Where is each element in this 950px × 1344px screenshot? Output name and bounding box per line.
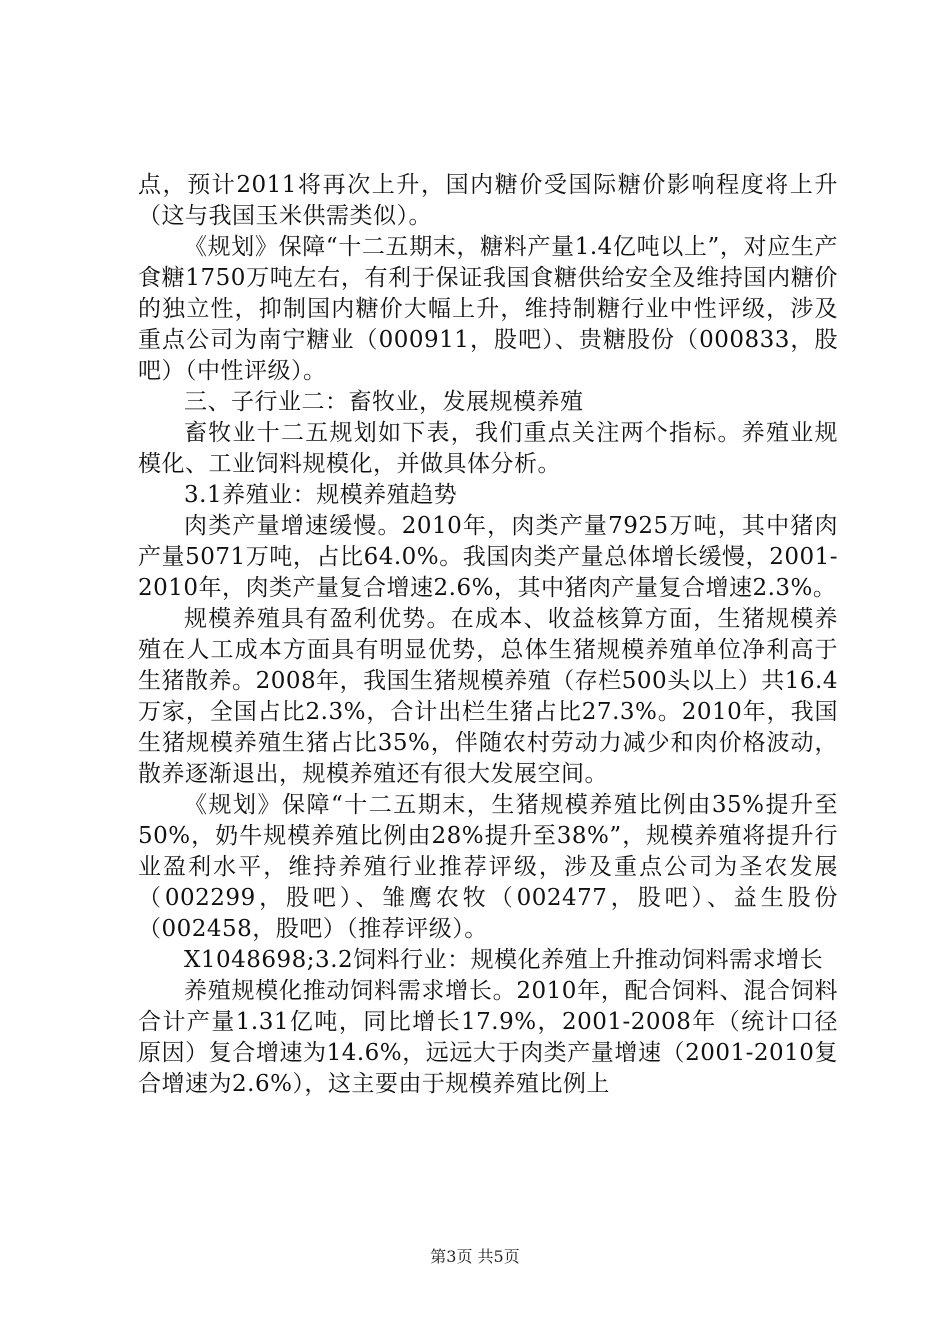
paragraph: 肉类产量增速缓慢。2010年，肉类产量7925万吨，其中猪肉产量5071万吨，占比64.0%。我国肉类产量总体增长缓慢，2001-2010年，肉类产量复合增速2.6%，其中猪肉产量复合增速2.3%。: [138, 513, 838, 601]
section-heading: 三、子行业二：畜牧业，发展规模养殖: [184, 389, 584, 415]
paragraph: 规模养殖具有盈利优势。在成本、收益核算方面，生猪规模养殖在人工成本方面具有明显优势，总体生猪规模养殖单位净利高于生猪散养。2008年，我国生猪规模养殖（存栏500头以上）共16.4万家，全国占比2.3%，合计出栏生猪占比27.3%。2010年，我国生猪规模养殖生猪占比35%，伴随农村劳动力减少和肉价格波动，散养逐渐退出，规模养殖还有很大发展空间。: [138, 606, 838, 787]
paragraph: 《规划》保障“十二五期末，糖料产量1.4亿吨以上”，对应生产食糖1750万吨左右，有利于保证我国食糖供给安全及维持国内糖价的独立性，抑制国内糖价大幅上升，维持制糖行业中性评级，涉及重点公司为南宁糖业（000911，股吧）、贵糖股份（000833，股吧）（中性评级）。: [138, 234, 838, 384]
paragraph: 点，预计2011将再次上升，国内糖价受国际糖价影响程度将上升（这与我国玉米供需类似）。: [138, 172, 838, 229]
paragraph: 养殖规模化推动饲料需求增长。2010年，配合饲料、混合饲料合计产量1.31亿吨，同比增长17.9%，2001-2008年（统计口径原因）复合增速为14.6%，远远大于肉类产量增速（2001-2010复合增速为2.6%），这主要由于规模养殖比例上: [138, 978, 838, 1097]
document-body: [138, 170, 838, 1100]
page-number-footer: 第3页 共5页: [430, 1247, 520, 1266]
paragraph: 《规划》保障“十二五期末，生猪规模养殖比例由35%提升至50%，奶牛规模养殖比例由28%提升至38%”，规模养殖将提升行业盈利水平，维持养殖行业推荐评级，涉及重点公司为圣农发展（002299，股吧）、雏鹰农牧（002477，股吧）、益生股份（002458，股吧）（推荐评级）。: [138, 792, 838, 942]
subsection-heading: 3.1养殖业：规模养殖趋势: [184, 482, 458, 508]
subsection-heading: X1048698;3.2饲料行业：规模化养殖上升推动饲料需求增长: [184, 947, 824, 973]
paragraph: 畜牧业十二五规划如下表，我们重点关注两个指标。养殖业规模化、工业饲料规模化，并做具体分析。: [138, 420, 838, 477]
